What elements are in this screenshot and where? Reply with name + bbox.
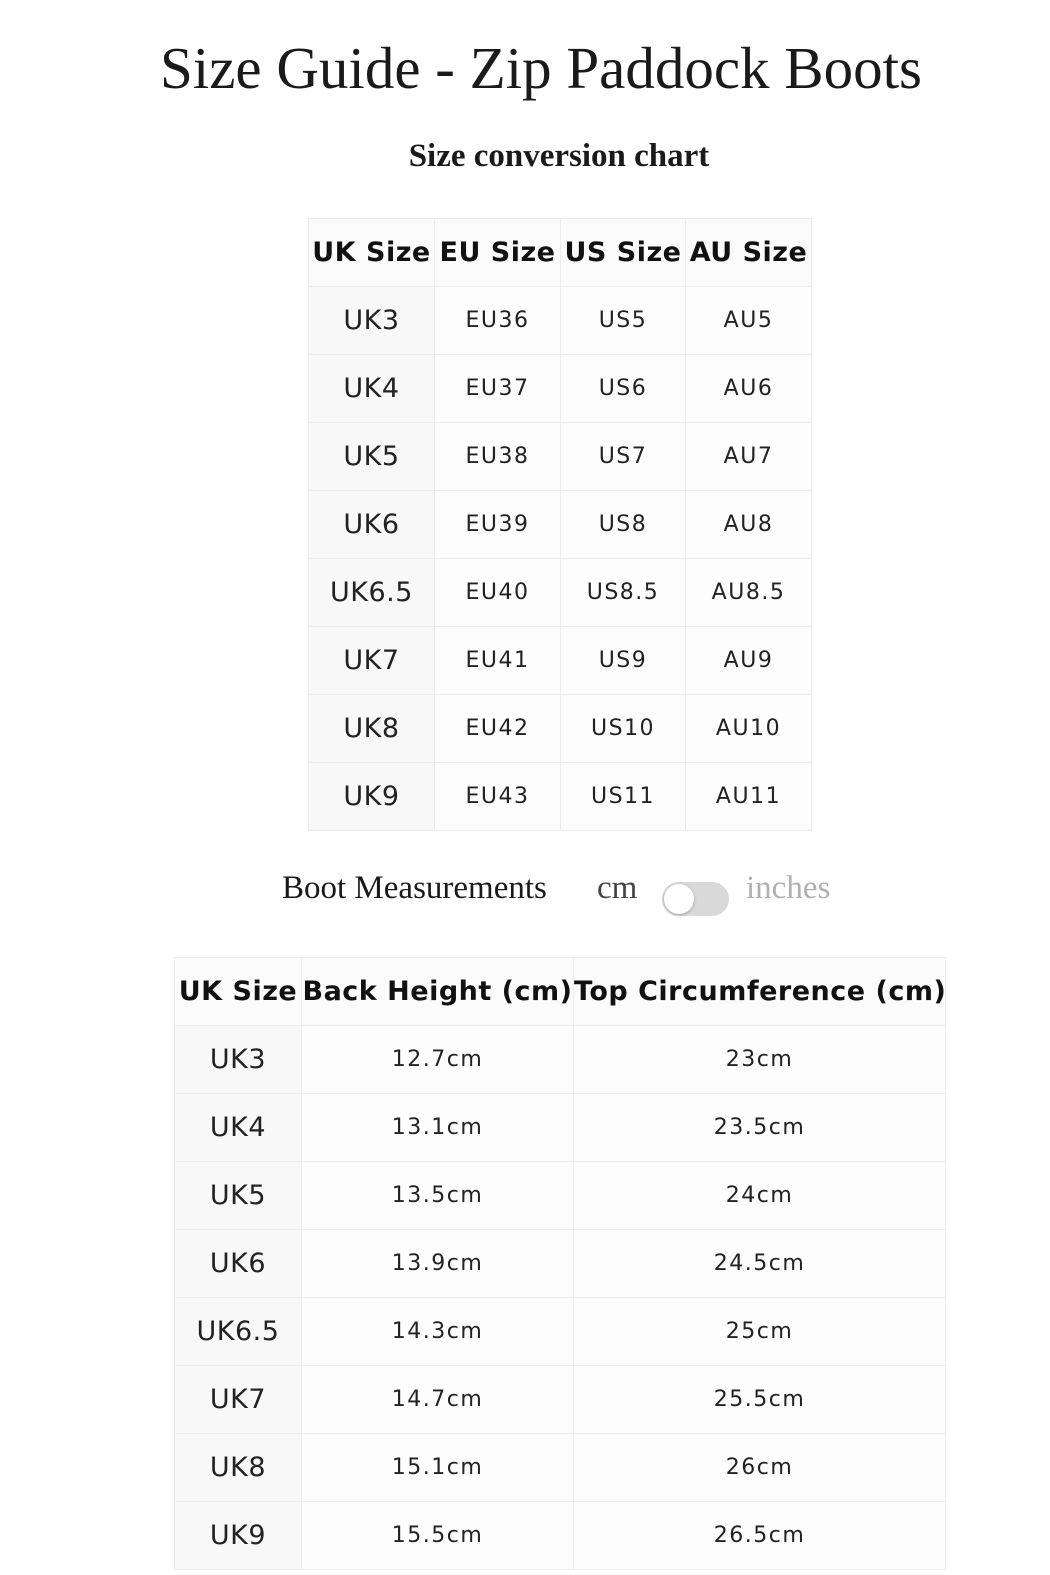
au-size-cell: AU10: [686, 695, 812, 763]
unit-toggle[interactable]: [662, 882, 729, 916]
au-size-cell: AU6: [686, 355, 812, 423]
table-row: [309, 695, 812, 763]
top-circumference-cell: 23cm: [574, 1026, 946, 1094]
uk-size-cell: UK3: [175, 1026, 302, 1094]
uk-size-cell: UK7: [175, 1366, 302, 1434]
au-size-cell: AU8.5: [686, 559, 812, 627]
column-header-top-circumference: Top Circumference (cm): [574, 958, 946, 1026]
eu-size-cell: EU41: [435, 627, 561, 695]
eu-size-cell: EU39: [435, 491, 561, 559]
table-row: [175, 1434, 946, 1502]
back-height-cell: 13.5cm: [302, 1162, 574, 1230]
eu-size-cell: EU40: [435, 559, 561, 627]
au-size-cell: AU11: [686, 763, 812, 831]
uk-size-cell: UK6: [309, 491, 435, 559]
column-header-back-height: Back Height (cm): [302, 958, 574, 1026]
column-header-uk: UK Size: [175, 958, 302, 1026]
uk-size-cell: UK5: [175, 1162, 302, 1230]
back-height-cell: 15.1cm: [302, 1434, 574, 1502]
uk-size-cell: UK6: [175, 1230, 302, 1298]
eu-size-cell: EU43: [435, 763, 561, 831]
table-row: [175, 1094, 946, 1162]
toggle-knob[interactable]: [664, 884, 694, 914]
top-circumference-cell: 24.5cm: [574, 1230, 946, 1298]
top-circumference-cell: 26.5cm: [574, 1502, 946, 1570]
page-title: Size Guide - Zip Paddock Boots: [160, 35, 922, 101]
back-height-cell: 15.5cm: [302, 1502, 574, 1570]
top-circumference-cell: 25cm: [574, 1298, 946, 1366]
column-header-us: US Size: [561, 219, 686, 287]
uk-size-cell: UK6.5: [175, 1298, 302, 1366]
top-circumference-cell: 24cm: [574, 1162, 946, 1230]
au-size-cell: AU9: [686, 627, 812, 695]
eu-size-cell: EU42: [435, 695, 561, 763]
uk-size-cell: UK8: [175, 1434, 302, 1502]
back-height-cell: 13.1cm: [302, 1094, 574, 1162]
us-size-cell: US8.5: [561, 559, 686, 627]
boot-measurements-label: Boot Measurements: [282, 870, 547, 906]
us-size-cell: US9: [561, 627, 686, 695]
us-size-cell: US6: [561, 355, 686, 423]
top-circumference-cell: 23.5cm: [574, 1094, 946, 1162]
eu-size-cell: EU38: [435, 423, 561, 491]
uk-size-cell: UK7: [309, 627, 435, 695]
eu-size-cell: EU37: [435, 355, 561, 423]
us-size-cell: US8: [561, 491, 686, 559]
boot-measurements-table: [174, 957, 946, 1570]
table-row: [175, 1502, 946, 1570]
conversion-chart-title: Size conversion chart: [408, 138, 710, 174]
table-row: [175, 1026, 946, 1094]
table-row: [309, 627, 812, 695]
table-row: [309, 763, 812, 831]
uk-size-cell: UK4: [175, 1094, 302, 1162]
table-row: [309, 355, 812, 423]
table-row: [175, 1366, 946, 1434]
us-size-cell: US7: [561, 423, 686, 491]
table-row: [309, 559, 812, 627]
au-size-cell: AU8: [686, 491, 812, 559]
column-header-uk: UK Size: [309, 219, 435, 287]
table-row: [175, 1298, 946, 1366]
us-size-cell: US10: [561, 695, 686, 763]
uk-size-cell: UK4: [309, 355, 435, 423]
unit-inches-label[interactable]: inches: [746, 870, 831, 906]
back-height-cell: 14.7cm: [302, 1366, 574, 1434]
size-conversion-table: [308, 218, 812, 831]
uk-size-cell: UK5: [309, 423, 435, 491]
table-header-row: [309, 219, 812, 287]
column-header-au: AU Size: [686, 219, 812, 287]
au-size-cell: AU7: [686, 423, 812, 491]
top-circumference-cell: 26cm: [574, 1434, 946, 1502]
top-circumference-cell: 25.5cm: [574, 1366, 946, 1434]
back-height-cell: 14.3cm: [302, 1298, 574, 1366]
uk-size-cell: UK9: [175, 1502, 302, 1570]
uk-size-cell: UK8: [309, 695, 435, 763]
uk-size-cell: UK3: [309, 287, 435, 355]
column-header-eu: EU Size: [435, 219, 561, 287]
table-row: [309, 491, 812, 559]
table-row: [175, 1162, 946, 1230]
table-row: [309, 423, 812, 491]
table-row: [309, 287, 812, 355]
uk-size-cell: UK9: [309, 763, 435, 831]
back-height-cell: 12.7cm: [302, 1026, 574, 1094]
back-height-cell: 13.9cm: [302, 1230, 574, 1298]
boot-measurements-bar: [0, 870, 1050, 920]
table-header-row: [175, 958, 946, 1026]
eu-size-cell: EU36: [435, 287, 561, 355]
unit-cm-label[interactable]: cm: [597, 870, 638, 906]
au-size-cell: AU5: [686, 287, 812, 355]
us-size-cell: US11: [561, 763, 686, 831]
table-row: [175, 1230, 946, 1298]
uk-size-cell: UK6.5: [309, 559, 435, 627]
us-size-cell: US5: [561, 287, 686, 355]
